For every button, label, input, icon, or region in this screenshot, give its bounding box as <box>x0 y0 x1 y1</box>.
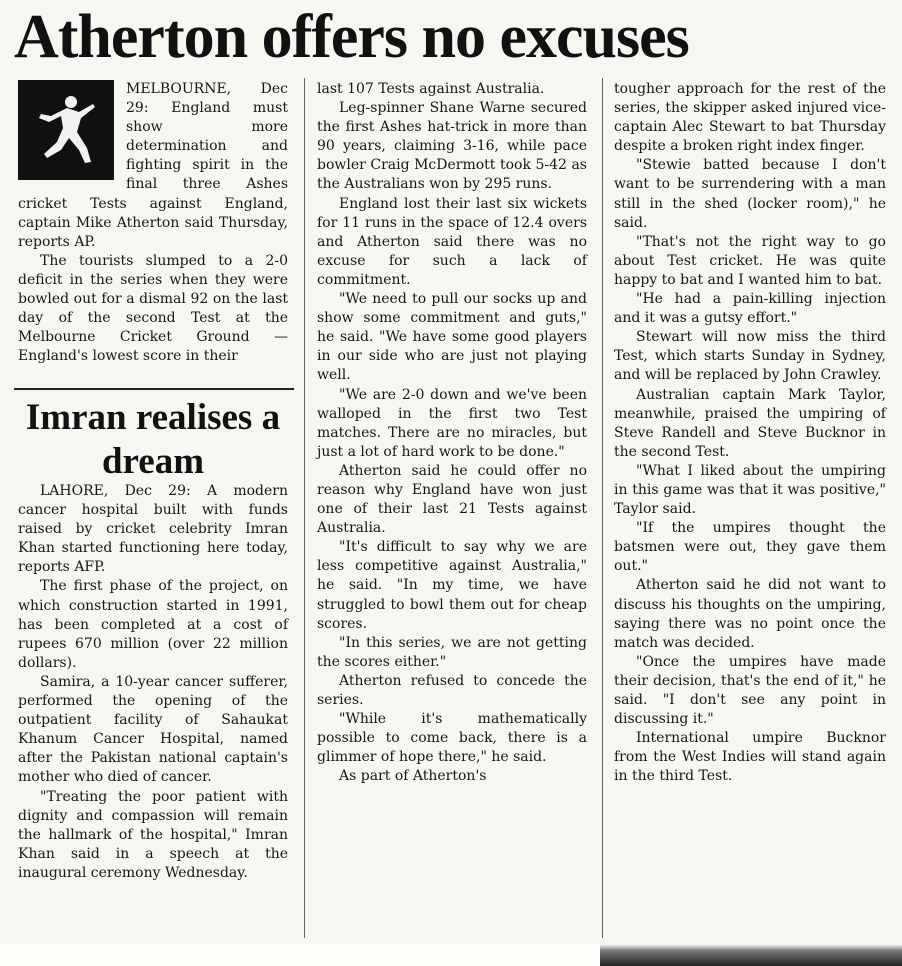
article-paragraph: "It's difficult to say why we are less competitive against Australia," he said. "In my time, we have struggled to bowl them out for cheap scores. <box>317 539 587 632</box>
imran-dateline: LAHORE, Dec 29: A modern cancer hospital built with funds raised by cricket celebrity Imran Khan started functioning here today, reports AFP. <box>18 483 288 576</box>
main-article-column-1 <box>18 80 288 366</box>
article-paragraph: "What I liked about the umpiring in this game was that it was positive," Taylor said. <box>614 462 886 518</box>
headline: Atherton offers no excuses <box>14 3 689 71</box>
column-divider <box>304 78 305 938</box>
imran-headline: Imran realises a dream <box>25 397 281 482</box>
article-paragraph: Atherton said he could offer no reason why England have won just one of their last 21 Tests against Australia. <box>317 462 587 537</box>
article-paragraph: "While it's mathematically possible to come back, there is a glimmer of hope there," he said. <box>317 711 587 766</box>
article-paragraph: "Once the umpires have made their decision, that's the end of it," he said. "I don't see any point in discussing it." <box>614 653 886 728</box>
article-paragraph: tougher approach for the rest of the series, the skipper asked injured vice-captain Alec Stewart to bat Thursday despite a broken right index finger. <box>614 81 886 155</box>
article-paragraph: "That's not the right way to go about Test cricket. He was quite happy to bat and I wanted him to bat. <box>614 233 886 288</box>
dateline-paragraph: MELBOURNE, Dec 29: England must show more determination and fighting spirit in the final three Ashes cricket Tests against England, captain Mike Atherton said Thursday, reports AP. <box>18 81 288 250</box>
article-paragraph: last 107 Tests against Australia. <box>317 81 545 97</box>
article-paragraph: England lost their last six wickets for 11 runs in the space of 12.4 overs and Atherton said there was no excuse for such a lack of commitment. <box>317 195 587 288</box>
article-paragraph: "Treating the poor patient with dignity and compassion will remain the hallmark of the hospital," Imran Khan said in a speech at the inaugural ceremony Wednesday. <box>18 788 288 881</box>
imran-article-body <box>18 482 288 883</box>
article-paragraph: "If the umpires thought the batsmen were out, they gave them out." <box>614 520 886 575</box>
bowler-silhouette-icon <box>31 92 101 168</box>
article-paragraph: Samira, a 10-year cancer sufferer, performed the opening of the outpatient facility of Sahaukat Khanum Cancer Hospital, named after the Pakistan national captain's mother who died of cancer. <box>18 673 288 786</box>
article-paragraph: Stewart will now miss the third Test, which starts Sunday in Sydney, and will be replaced by John Crawley. <box>614 329 886 384</box>
main-article-column-3 <box>614 80 886 786</box>
article-paragraph: "We are 2-0 down and we've been walloped in the first two Test matches. There are no miracles, but just a lot of hard work to be done." <box>317 386 587 460</box>
cricket-bowler-photo <box>18 80 114 180</box>
article-paragraph: As part of Atherton's <box>339 768 487 785</box>
article-paragraph: "He had a pain-killing injection and it was a gutsy effort." <box>614 291 886 327</box>
article-paragraph: Leg-spinner Shane Warne secured the first Ashes hat-trick in more than 90 years, claiming 3-16, while pace bowler Craig McDermott took 5-42 as the Australians won by 295 runs. <box>317 100 587 193</box>
article-paragraph: Australian captain Mark Taylor, meanwhile, praised the umpiring of Steve Randell and Steve Bucknor in the second Test. <box>614 386 886 460</box>
page-bottom-margin <box>0 944 600 966</box>
column-divider <box>602 78 603 938</box>
section-rule <box>14 388 294 390</box>
article-paragraph: "Stewie batted because I don't want to be surrendering with a man still in the shed (locker room)," he said. <box>614 157 886 231</box>
article-paragraph: "We need to pull our socks up and show some commitment and guts," he said. "We have some good players in our side who are just not playing well. <box>317 291 587 384</box>
main-article-column-2 <box>317 80 587 786</box>
article-paragraph: "In this series, we are not getting the scores either." <box>317 634 587 670</box>
article-paragraph: International umpire Bucknor from the West Indies will stand again in the third Test. <box>614 730 886 785</box>
article-paragraph: The tourists slumped to a 2-0 deficit in the series when they were bowled out for a dismal 92 on the last day of the second Test at the Melbourne Cricket Ground — England's lowest score in their <box>18 252 288 365</box>
article-paragraph: The first phase of the project, on which construction started in 1991, has been completed at a cost of rupees 670 million (over 22 million dollars). <box>18 578 288 671</box>
article-paragraph: Atherton refused to concede the series. <box>317 672 587 708</box>
article-paragraph: Atherton said he did not want to discuss his thoughts on the umpiring, saying there was no point once the match was decided. <box>614 577 886 651</box>
